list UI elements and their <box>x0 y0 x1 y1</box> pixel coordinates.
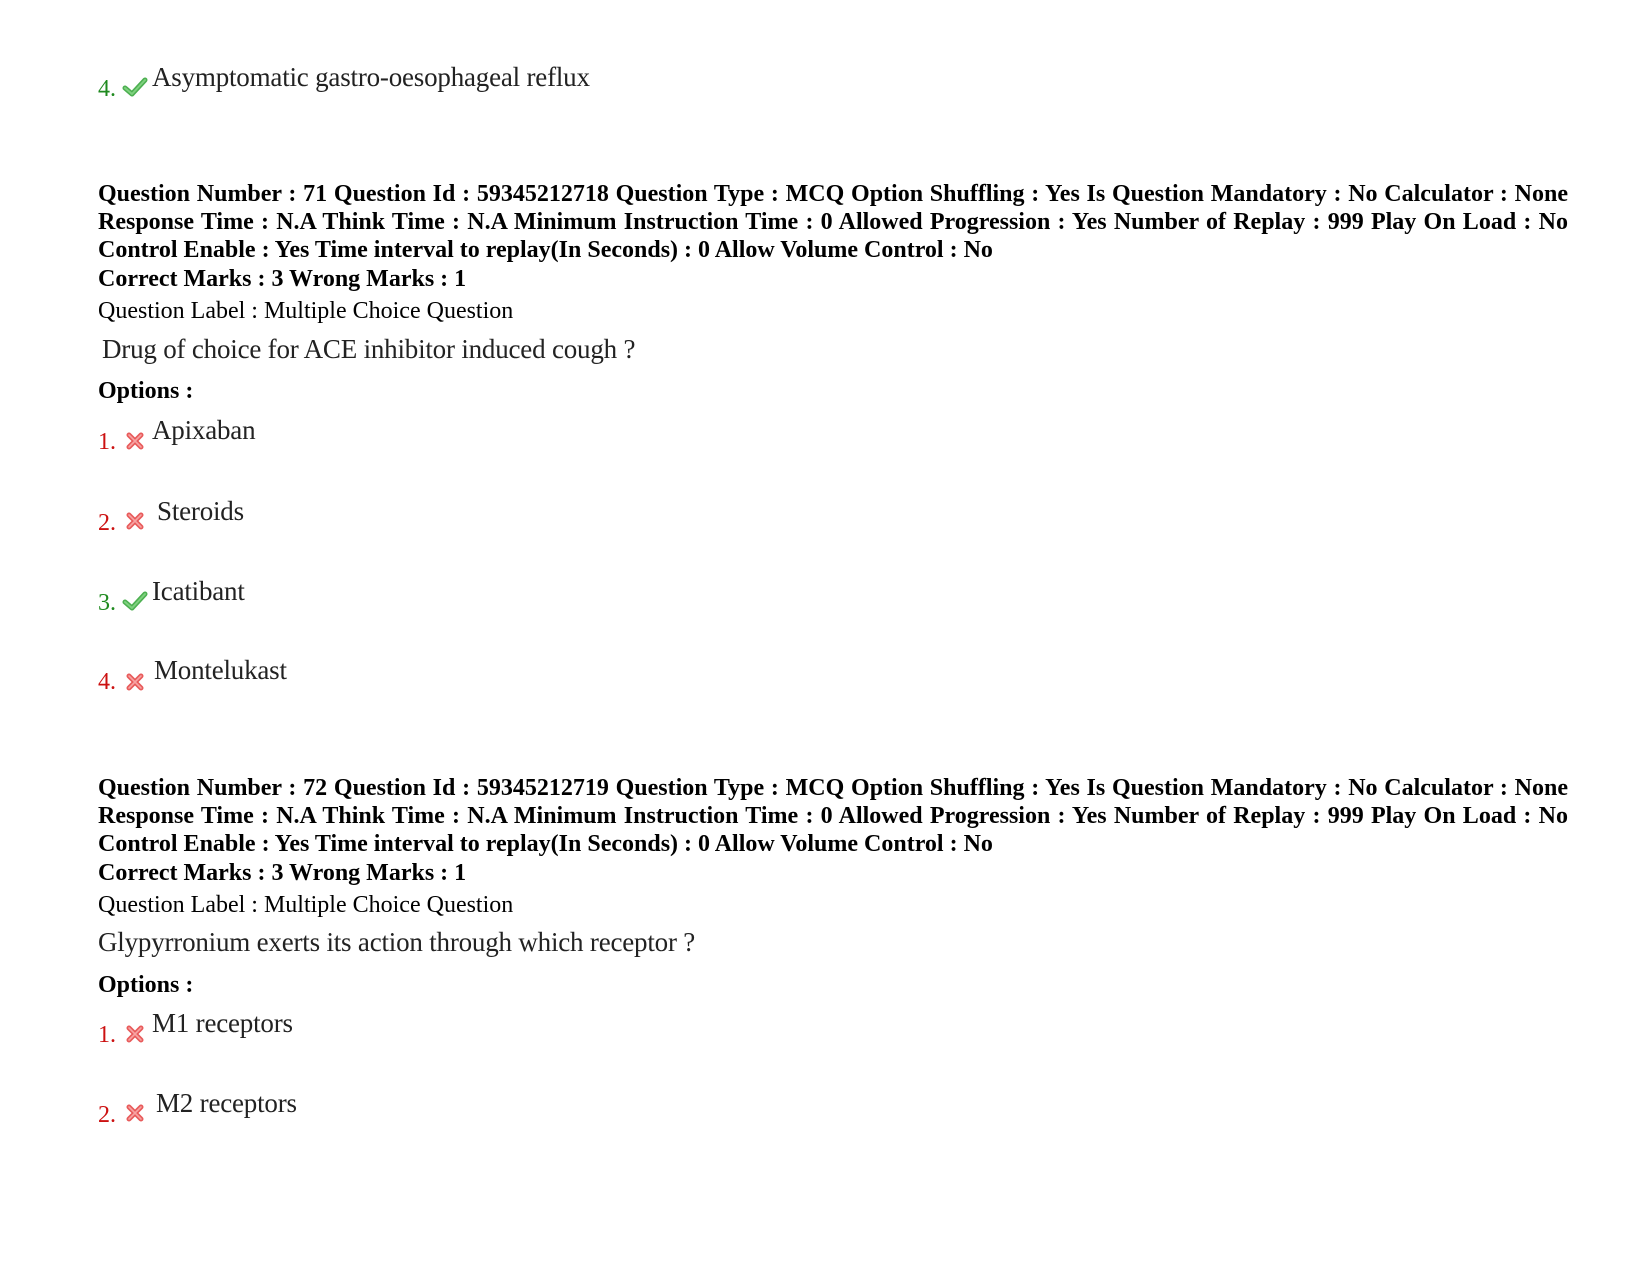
option-text: Apixaban <box>152 415 256 445</box>
q72-label: Question Label : Multiple Choice Question <box>98 892 514 918</box>
q71-option-4 <box>98 655 898 695</box>
q71-option-2 <box>98 496 898 536</box>
q72-option-2 <box>98 1088 898 1128</box>
q71-options-header: Options : <box>98 378 194 404</box>
option-number: 1. <box>98 429 116 455</box>
option-text: Montelukast <box>154 655 287 685</box>
q71-label: Question Label : Multiple Choice Question <box>98 298 514 324</box>
option-number: 1. <box>98 1022 116 1048</box>
q72-meta: Question Number : 72 Question Id : 59345212719 Question Type : MCQ Option Shuffling : Yes Is Question Mandatory : No Calculator : None Response Time : N.A Think Time : N.A Minimum Instruction Time : 0 Allowed Progression : Yes Number of Replay : 999 Play On Load : No Control Enable : Yes Time interval to replay(In Seconds) : 0 Allow Volume Control : No <box>98 775 1568 857</box>
q71-question-text: Drug of choice for ACE inhibitor induced cough ? <box>102 334 636 364</box>
prev-option-4 <box>98 62 898 102</box>
cross-icon <box>122 1100 148 1126</box>
option-text: Asymptomatic gastro-oesophageal reflux <box>152 62 590 92</box>
option-text: Steroids <box>157 496 244 526</box>
option-text: M1 receptors <box>152 1008 293 1038</box>
q72-options-header: Options : <box>98 972 194 998</box>
q72-option-1 <box>98 1008 898 1048</box>
option-text: Icatibant <box>152 576 245 606</box>
q72-marks: Correct Marks : 3 Wrong Marks : 1 <box>98 860 467 886</box>
option-number: 2. <box>98 1102 116 1128</box>
option-text: M2 receptors <box>156 1088 297 1118</box>
q71-option-3 <box>98 576 898 616</box>
cross-icon <box>122 669 148 695</box>
option-number: 4. <box>98 76 116 102</box>
check-icon <box>122 588 148 614</box>
option-number: 4. <box>98 669 116 695</box>
option-number: 3. <box>98 590 116 616</box>
cross-icon <box>122 508 148 534</box>
q71-marks: Correct Marks : 3 Wrong Marks : 1 <box>98 266 467 292</box>
check-icon <box>122 74 148 100</box>
cross-icon <box>122 1021 148 1047</box>
option-number: 2. <box>98 510 116 536</box>
q71-option-1 <box>98 415 898 455</box>
cross-icon <box>122 428 148 454</box>
q71-meta: Question Number : 71 Question Id : 59345212718 Question Type : MCQ Option Shuffling : Yes Is Question Mandatory : No Calculator : None Response Time : N.A Think Time : N.A Minimum Instruction Time : 0 Allowed Progression : Yes Number of Replay : 999 Play On Load : No Control Enable : Yes Time interval to replay(In Seconds) : 0 Allow Volume Control : No <box>98 181 1568 263</box>
q72-question-text: Glypyrronium exerts its action through which receptor ? <box>98 927 696 957</box>
